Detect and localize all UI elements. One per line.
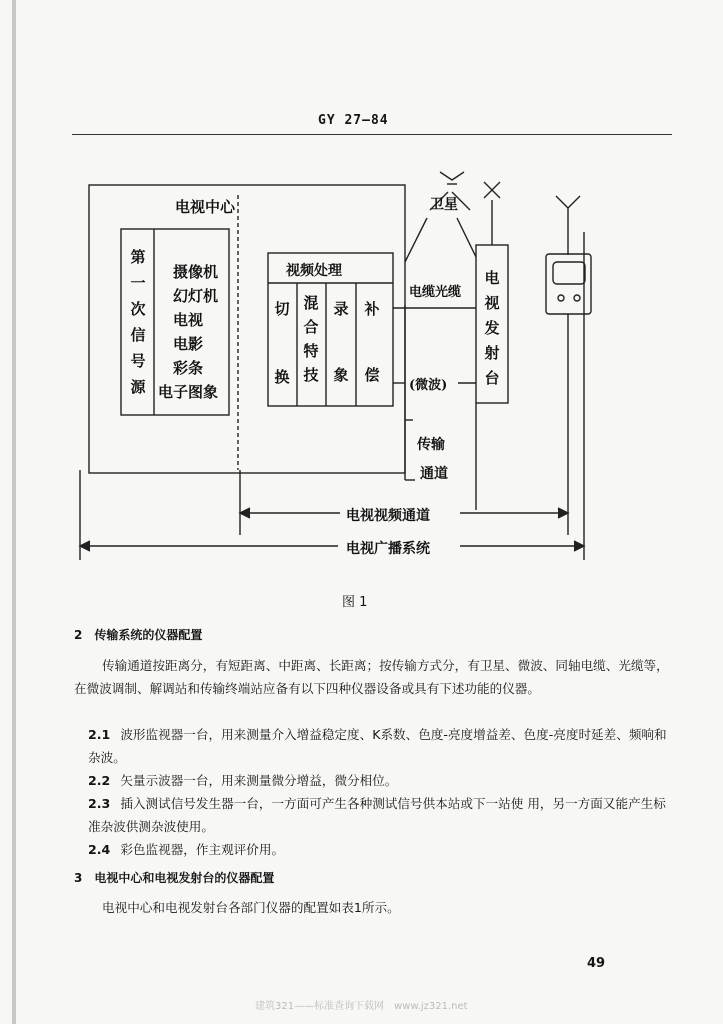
section-3-heading: 3 电视中心和电视发射台的仪器配置 bbox=[74, 871, 275, 885]
primary-source-label: 第一次信号源 bbox=[130, 248, 146, 396]
source-label: 彩条 bbox=[173, 359, 204, 377]
page-number: 49 bbox=[587, 956, 606, 971]
watermark: 建筑321——标准查询下载网 www.jz321.net bbox=[255, 1001, 468, 1012]
item-2-4 bbox=[88, 838, 678, 861]
processing-column-label: 混合特技 bbox=[303, 294, 319, 384]
microwave-label: (微波) bbox=[409, 378, 448, 393]
item-2-1 bbox=[88, 723, 678, 769]
section-2-intro bbox=[74, 654, 678, 700]
cable-fiber-label: 电缆光缆 bbox=[409, 285, 462, 300]
video-processing-label: 视频处理 bbox=[286, 263, 342, 279]
video-channel-label: 电视视频通道 bbox=[346, 508, 430, 524]
source-label: 幻灯机 bbox=[173, 287, 219, 305]
processing-column-label: 切换 bbox=[274, 300, 290, 386]
item-number: 2.1 bbox=[88, 727, 111, 742]
item-text: 矢量示波器一台，用来测量微分增益，微分相位。 bbox=[120, 773, 398, 788]
item-number: 2.2 bbox=[88, 773, 111, 788]
standard-code-header: GY 27—84 bbox=[318, 113, 389, 128]
item-text: 彩色监视器，作主观评价用。 bbox=[120, 842, 285, 857]
satellite-label: 卫星 bbox=[430, 197, 458, 213]
source-label: 电影 bbox=[173, 335, 204, 353]
section-3-text-content: 电视中心和电视发射台各部门仪器的配置如表1所示。 bbox=[102, 900, 400, 915]
transmission-channel-label-2: 通道 bbox=[420, 466, 448, 482]
item-number: 2.3 bbox=[88, 796, 111, 811]
section-2-heading: 2 传输系统的仪器配置 bbox=[74, 628, 203, 642]
item-text: 波形监视器一台，用来测量介入增益稳定度、K系数、色度-亮度增益差、色度-亮度时延差、频响和杂波。 bbox=[88, 727, 667, 765]
tv-center-label: 电视中心 bbox=[175, 198, 236, 216]
processing-column-label: 补偿 bbox=[364, 300, 380, 384]
section-3-text bbox=[74, 896, 678, 919]
processing-column-label: 录象 bbox=[333, 300, 349, 384]
source-label: 摄像机 bbox=[173, 263, 219, 281]
item-text: 插入测试信号发生器一台，一方面可产生各种测试信号供本站或下一站使 用，另一方面又能产生标准杂波供测杂波使用。 bbox=[88, 796, 666, 834]
section-2-intro-text: 传输通道按距离分，有短距离、中距离、长距离；按传输方式分，有卫星、微波、同轴电缆、光缆等，在微波调制、解调站和传输终端站应备有以下四种仪器设备或具有下述功能的仪器。 bbox=[74, 658, 669, 696]
source-label: 电子图象 bbox=[158, 383, 219, 401]
figure-caption: 图 1 bbox=[342, 595, 368, 610]
broadcast-system-label: 电视广播系统 bbox=[346, 541, 430, 557]
transmitter-label: 电视发射台 bbox=[484, 269, 500, 387]
item-number: 2.4 bbox=[88, 842, 111, 857]
transmission-channel-label-1: 传输 bbox=[417, 437, 445, 453]
item-2-3 bbox=[88, 792, 678, 838]
item-2-2 bbox=[88, 769, 678, 792]
source-label: 电视 bbox=[173, 311, 204, 329]
